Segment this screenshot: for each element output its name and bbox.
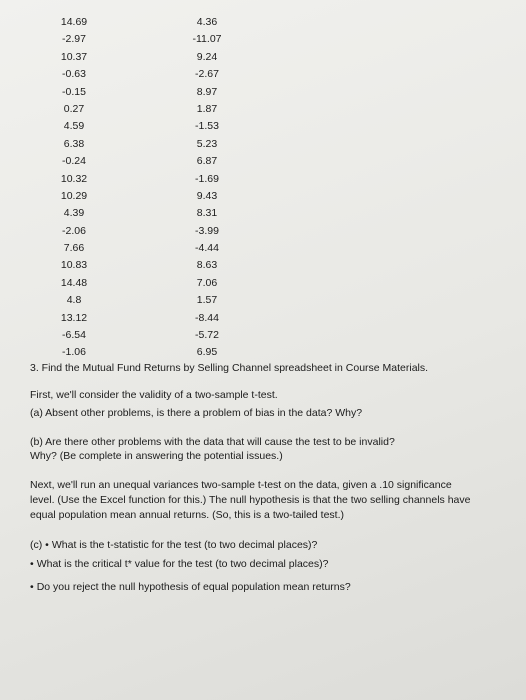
table-cell-col-1: 14.48: [60, 276, 88, 289]
table-row: [40, 223, 290, 240]
table-cell-col-2: 6.87: [196, 155, 218, 168]
table-row: [40, 327, 290, 344]
table-cell-col-1: -1.06: [62, 346, 86, 359]
table-cell-col-2: -1.53: [195, 120, 219, 133]
table-cell-col-2: 9.43: [196, 189, 218, 202]
table-cell-col-1: 0.27: [63, 102, 85, 115]
table-cell-col-1: -2.97: [62, 33, 86, 46]
table-row: [40, 84, 290, 101]
part-c-line-3: [30, 581, 351, 594]
table-cell-col-1: -0.63: [62, 68, 86, 81]
part-b-line-2: Why? (Be complete in answering the potential issues.): [30, 450, 283, 462]
question-heading: 3. Find the Mutual Fund Returns by Selling Channel spreadsheet in Course Materials.: [30, 362, 429, 374]
table-row: [40, 118, 290, 135]
table-row: [40, 205, 290, 222]
part-c-line-2: [30, 558, 328, 571]
table-row: [40, 188, 290, 205]
table-cell-col-1: 10.37: [60, 50, 88, 63]
table-cell-col-1: 10.29: [60, 189, 88, 202]
table-row: [40, 257, 290, 274]
table-cell-col-2: 5.23: [196, 137, 218, 150]
next-line-1: Next, we'll run an unequal variances two-sample t-test on the data, given a .10 significance: [30, 479, 452, 491]
table-cell-col-2: 9.24: [196, 50, 218, 63]
table-cell-col-2: 8.31: [196, 207, 218, 220]
part-c-question-3: • Do you reject the null hypothesis of equal population mean returns?: [30, 581, 351, 593]
table-cell-col-2: 1.57: [196, 294, 218, 307]
table-cell-col-1: 13.12: [60, 311, 88, 324]
table-cell-col-1: -0.15: [62, 85, 86, 98]
table-cell-col-1: 4.39: [63, 207, 85, 220]
table-cell-col-1: 4.59: [63, 120, 85, 133]
table-row: [40, 66, 290, 83]
table-row: [40, 101, 290, 118]
table-row: [40, 310, 290, 327]
table-row: [40, 344, 290, 361]
table-cell-col-2: 4.36: [196, 16, 218, 28]
part-c-line-1: [30, 539, 317, 552]
table-row: [40, 31, 290, 48]
table-cell-col-2: 8.97: [196, 85, 218, 98]
table-cell-col-1: -2.06: [62, 224, 86, 237]
part-c-label: (c): [30, 539, 43, 551]
table-row: [40, 14, 290, 31]
table-cell-col-1: 7.66: [63, 242, 85, 255]
intro-text: First, we'll consider the validity of a two-sample t-test.: [30, 389, 278, 401]
table-row: [40, 240, 290, 257]
table-cell-col-1: 10.83: [60, 259, 88, 272]
table-cell-col-1: 4.8: [66, 294, 82, 307]
table-cell-col-2: 8.63: [196, 259, 218, 272]
next-line-3: equal population mean annual returns. (So, this is a two-tailed test.): [30, 509, 345, 521]
table-row: [40, 171, 290, 188]
table-cell-col-1: -6.54: [62, 329, 86, 342]
next-line-2: level. (Use the Excel function for this.) The null hypothesis is that the two selling channels have: [30, 494, 471, 506]
part-b-line-1: (b) Are there other problems with the data that will cause the test to be invalid?: [30, 436, 395, 448]
table-row: [40, 292, 290, 309]
table-cell-col-1: 10.32: [60, 172, 88, 185]
table-cell-col-2: -8.44: [195, 311, 219, 324]
part-c-question-2: • What is the critical t* value for the test (to two decimal places)?: [30, 558, 328, 570]
part-a-text: (a) Absent other problems, is there a problem of bias in the data? Why?: [30, 407, 363, 419]
table-cell-col-2: -1.69: [195, 172, 219, 185]
table-cell-col-2: -5.72: [195, 329, 219, 342]
returns-table: [40, 14, 290, 362]
table-cell-col-1: 6.38: [63, 137, 85, 150]
part-c-question-1: • What is the t-statistic for the test (to two decimal places)?: [45, 539, 317, 551]
table-cell-col-2: 7.06: [196, 276, 218, 289]
table-row: [40, 275, 290, 292]
table-row: [40, 49, 290, 66]
table-cell-col-1: -0.24: [62, 155, 86, 168]
table-cell-col-2: -3.99: [195, 224, 219, 237]
table-cell-col-2: -11.07: [192, 33, 222, 46]
table-row: [40, 153, 290, 170]
table-cell-col-2: -2.67: [195, 68, 219, 81]
table-cell-col-2: 1.87: [196, 102, 218, 115]
table-cell-col-2: 6.95: [196, 346, 218, 359]
table-cell-col-2: -4.44: [195, 242, 219, 255]
table-row: [40, 136, 290, 153]
table-cell-col-1: 14.69: [60, 16, 88, 28]
